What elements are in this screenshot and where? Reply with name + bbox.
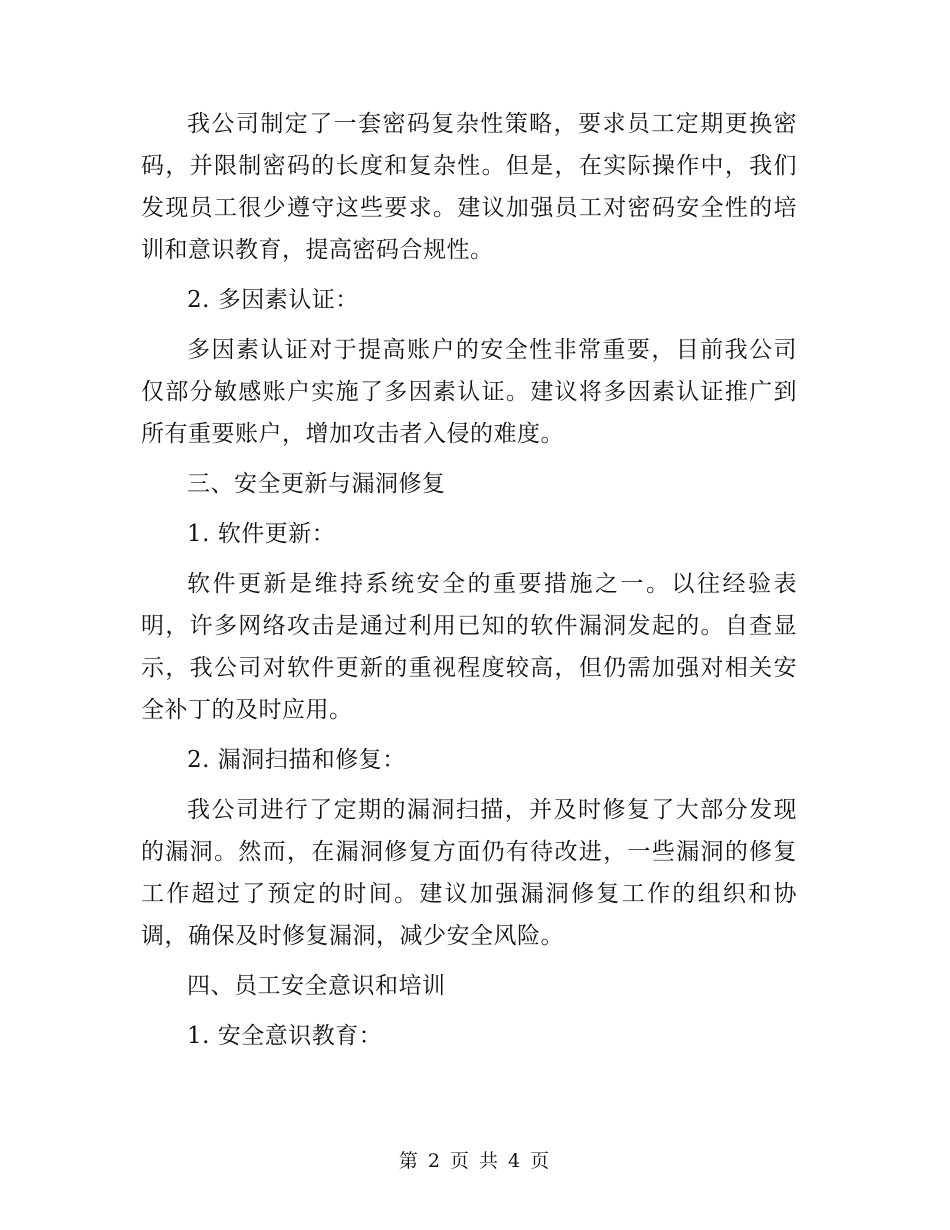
heading-vulnerability-scan: 2. 漏洞扫描和修复： <box>187 747 406 773</box>
heading-awareness-education: 1. 安全意识教育： <box>187 1023 383 1049</box>
heading-multi-factor-auth: 2. 多因素认证： <box>187 287 359 313</box>
heading-software-updates: 1. 软件更新： <box>187 521 336 547</box>
page-number-footer: 第 2 页 共 4 页 <box>398 1150 552 1172</box>
section-heading-employee-awareness: 四、员工安全意识和培训 <box>187 973 446 999</box>
paragraph-multi-factor-auth: 多因素认证对于提高账户的安全性非常重要，目前我公司仅部分敏感账户实施了多因素认证。建议将多因素认证推广到所有重要账户，增加攻击者入侵的难度。 <box>141 337 797 447</box>
section-heading-security-updates: 三、安全更新与漏洞修复 <box>187 471 446 497</box>
document-body <box>141 103 797 1065</box>
paragraph-password-policy: 我公司制定了一套密码复杂性策略，要求员工定期更换密码，并限制密码的长度和复杂性。但是，在实际操作中，我们发现员工很少遵守这些要求。建议加强员工对密码安全性的培训和意识教育，提高密码合规性。 <box>141 111 797 263</box>
paragraph-vulnerability-scan: 我公司进行了定期的漏洞扫描，并及时修复了大部分发现的漏洞。然而，在漏洞修复方面仍有待改进，一些漏洞的修复工作超过了预定的时间。建议加强漏洞修复工作的组织和协调，确保及时修复漏洞，减少安全风险。 <box>141 797 797 949</box>
paragraph-software-updates: 软件更新是维持系统安全的重要措施之一。以往经验表明，许多网络攻击是通过利用已知的软件漏洞发起的。自查显示，我公司对软件更新的重视程度较高，但仍需加强对相关安全补丁的及时应用。 <box>141 571 797 723</box>
